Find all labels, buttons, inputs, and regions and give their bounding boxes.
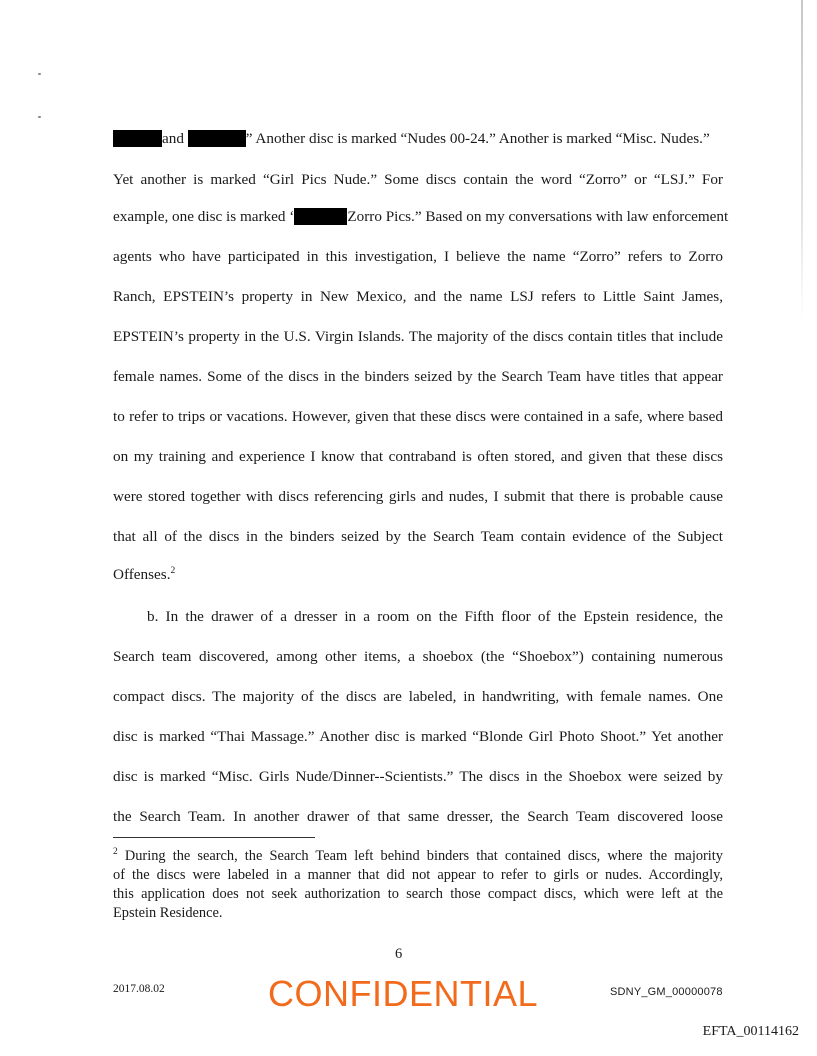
- body-line-1: [113, 130, 723, 148]
- body-line-6: EPSTEIN’s property in the U.S. Virgin Islands. The majority of the discs contain titles that include: [113, 328, 723, 345]
- footnote-line-2: of the discs were labeled in a manner that did not appear to refer to girls or nudes. Accordingly,: [113, 867, 723, 883]
- body-text: example, one disc is marked ‘: [113, 208, 295, 225]
- footnote-reference: 2: [170, 566, 176, 576]
- confidential-stamp: CONFIDENTIAL: [268, 973, 539, 1014]
- footnote-line-3: this application does not seek authorization to search those compact discs, which were left at the: [113, 886, 723, 902]
- document-date: 2017.08.02: [113, 983, 165, 995]
- scan-edge-line: [801, 0, 803, 320]
- body-line-11: that all of the discs in the binders seized by the Search Team contain evidence of the Subject: [113, 528, 723, 545]
- body-line-5: Ranch, EPSTEIN’s property in New Mexico, and the name LSJ refers to Little Saint James,: [113, 288, 723, 305]
- redaction-box: [294, 208, 347, 225]
- body-line-7: female names. Some of the discs in the binders seized by the Search Team have titles that appear: [113, 368, 723, 385]
- scan-speck: [38, 116, 41, 118]
- body-line-14: Search team discovered, among other items, a shoebox (the “Shoebox”) containing numerous: [113, 648, 723, 665]
- body-line-17: disc is marked “Misc. Girls Nude/Dinner--Scientists.” The discs in the Shoebox were seized by: [113, 768, 723, 785]
- body-line-12: [113, 566, 723, 584]
- body-line-9: on my training and experience I know that contraband is often stored, and given that these discs: [113, 448, 723, 465]
- bates-number: SDNY_GM_00000078: [610, 986, 723, 998]
- body-text: Offenses.: [113, 566, 171, 583]
- body-line-16: disc is marked “Thai Massage.” Another disc is marked “Blonde Girl Photo Shoot.” Yet another: [113, 728, 723, 745]
- body-line-4: agents who have participated in this investigation, I believe the name “Zorro” refers to Zorro: [113, 248, 723, 265]
- footnote-divider: [113, 837, 315, 838]
- body-line-13: b. In the drawer of a dresser in a room on the Fifth floor of the Epstein residence, the: [147, 608, 723, 625]
- body-text: and: [162, 130, 184, 147]
- body-line-18: the Search Team. In another drawer of that same dresser, the Search Team discovered loose: [113, 808, 723, 825]
- body-line-15: compact discs. The majority of the discs are labeled, in handwriting, with female names. One: [113, 688, 723, 705]
- body-line-2: Yet another is marked “Girl Pics Nude.” Some discs contain the word “Zorro” or “LSJ.” For: [113, 171, 723, 188]
- footnote-number: 2: [113, 847, 118, 857]
- footnote-line-1: [113, 848, 723, 865]
- footnote-line-4: Epstein Residence.: [113, 905, 223, 921]
- body-text: ” Another disc is marked “Nudes 00-24.” Another is marked “Misc. Nudes.”: [245, 130, 710, 147]
- page-number: 6: [395, 946, 403, 962]
- body-text: Zorro Pics.” Based on my conversations with law enforcement: [347, 208, 729, 225]
- body-line-3: [113, 208, 729, 226]
- footnote-text: During the search, the Search Team left behind binders that contained discs, where the majority: [124, 848, 723, 864]
- redaction-box: [188, 130, 246, 147]
- body-line-8: to refer to trips or vacations. However, given that these discs were contained in a safe, where based: [113, 408, 723, 425]
- efta-number: EFTA_00114162: [702, 1024, 799, 1039]
- scan-speck: [38, 73, 41, 75]
- body-line-10: were stored together with discs referencing girls and nudes, I submit that there is probable cause: [113, 488, 723, 505]
- redaction-box: [113, 130, 162, 147]
